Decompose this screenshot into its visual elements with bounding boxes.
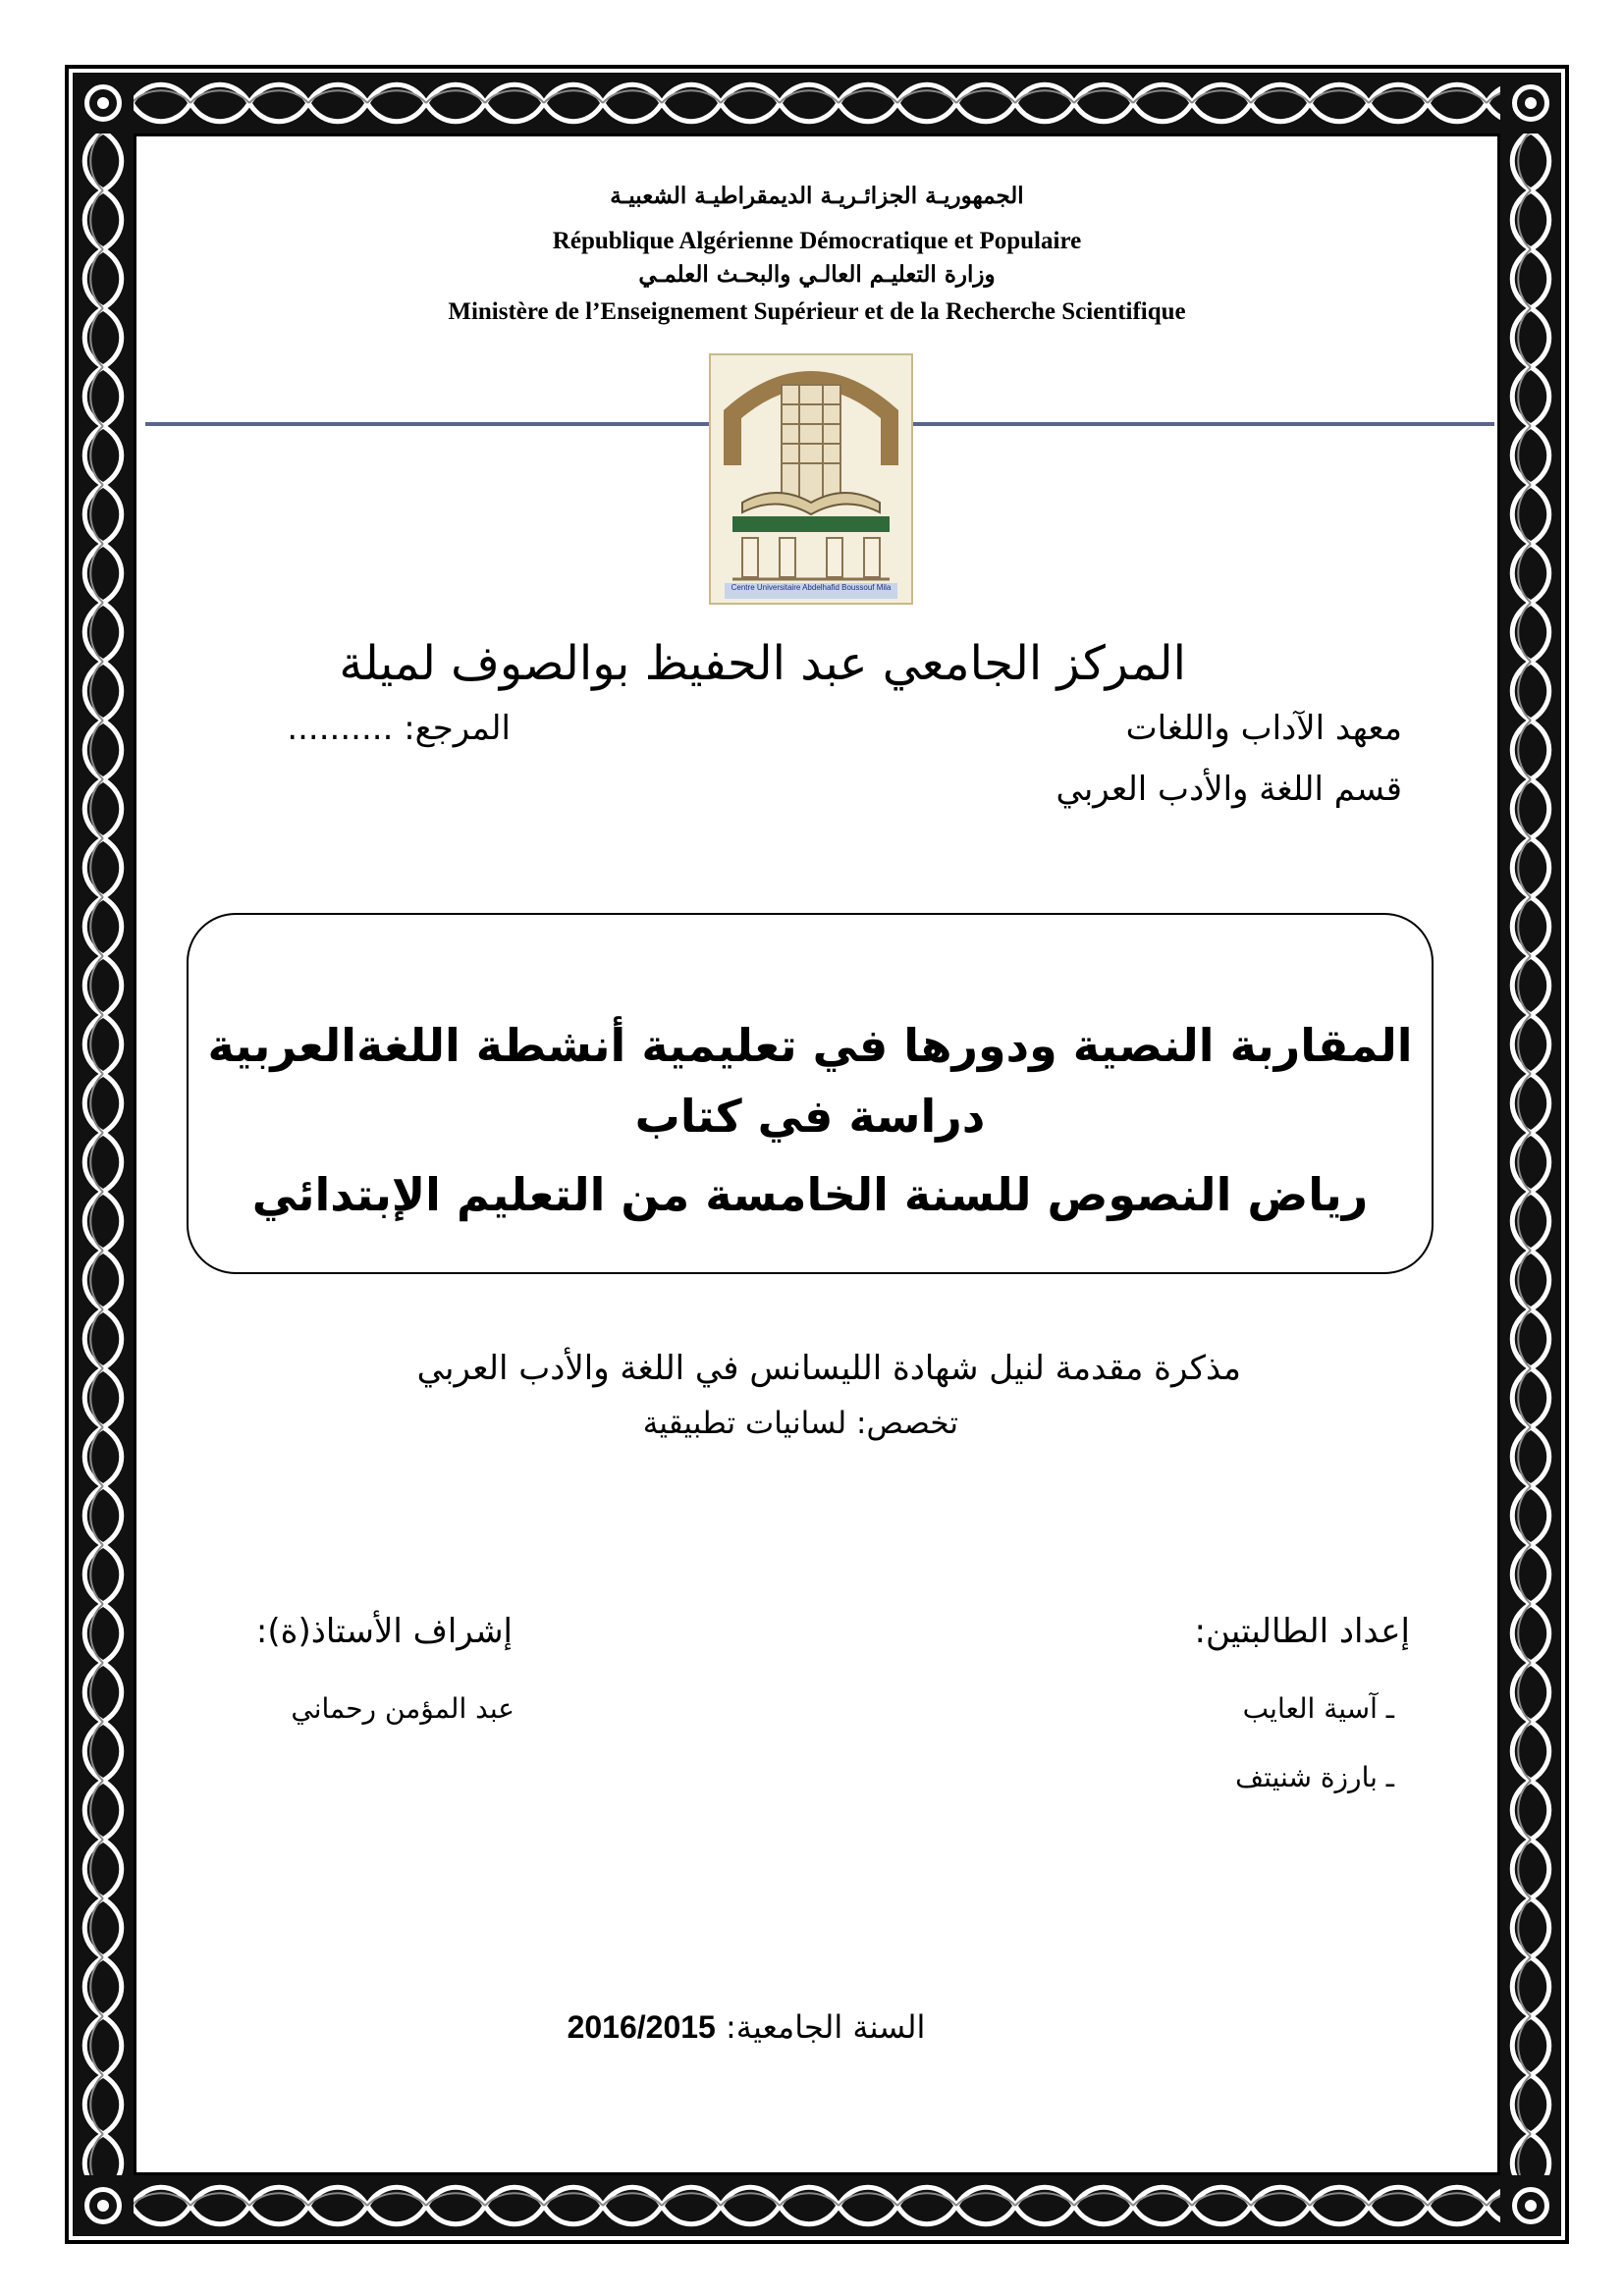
student-name: ـ آسية العايب (1242, 1692, 1394, 1725)
university-logo (709, 353, 913, 605)
header-rule-left (145, 422, 709, 426)
republic-arabic: الجمهوريـة الجزائـريـة الديمقراطيـة الشعبيـة (610, 183, 1024, 209)
thesis-title-line-3: رياض النصوص للسنة الخامسة من التعليم الإبتدائي (251, 1168, 1369, 1221)
academic-year (491, 2008, 1001, 2046)
student-name: ـ بارزة شنيتف (1235, 1761, 1394, 1793)
header-rule-right (913, 422, 1494, 426)
thesis-title-line-2: دراسة في كتاب (634, 1090, 986, 1143)
supervisor-name: عبد المؤمن رحماني (291, 1692, 514, 1725)
academic-year-label: السنة الجامعية: (726, 2008, 926, 2046)
ministry-arabic: وزارة التعليـم العالـي والبحـث العلمـي (638, 261, 996, 288)
thesis-description: مذكرة مقدمة لنيل شهادة الليسانس في اللغة والأدب العربي (416, 1349, 1241, 1388)
corner-ornament-icon (1500, 73, 1561, 133)
logo-caption: Centre Universitaire Abdelhafid Boussouf Mila (731, 583, 892, 592)
border-braid-right (1500, 73, 1561, 2236)
border-braid-top (73, 73, 1561, 133)
supervisor-heading: إشراف الأستاذ(ة): (255, 1612, 513, 1651)
border-band-top (73, 73, 1561, 133)
academic-year-value: 2016/2015 (567, 2009, 716, 2045)
republic-french: République Algérienne Démocratique et Populaire (552, 228, 1082, 254)
corner-ornament-icon (1500, 2175, 1561, 2236)
institution-name: المركز الجامعي عبد الحفيظ بوالصوف لميلة (339, 636, 1186, 691)
border-braid-bottom (73, 2175, 1561, 2236)
thesis-title-line-1: المقاربة النصية ودورها في تعليمية أنشطة اللغةالعربية (207, 1019, 1413, 1072)
department-name: قسم اللغة والأدب العربي (1056, 770, 1402, 809)
ministry-french: Ministère de l’Enseignement Supérieur et de la Recherche Scientifique (448, 298, 1186, 325)
corner-ornament-icon (73, 73, 134, 133)
students-heading: إعداد الطالبتين: (1194, 1612, 1410, 1651)
institute-name: معهد الآداب واللغات (1125, 709, 1402, 748)
corner-ornament-icon (73, 2175, 134, 2236)
border-braid-left (73, 73, 134, 2236)
border-band-bottom (73, 2175, 1561, 2236)
thesis-specialty: تخصص: لسانيات تطبيقية (642, 1406, 958, 1441)
university-building-icon (711, 355, 911, 603)
border-band-left (73, 73, 134, 2236)
reference-field: المرجع: .......... (287, 709, 511, 748)
border-band-right (1500, 73, 1561, 2236)
